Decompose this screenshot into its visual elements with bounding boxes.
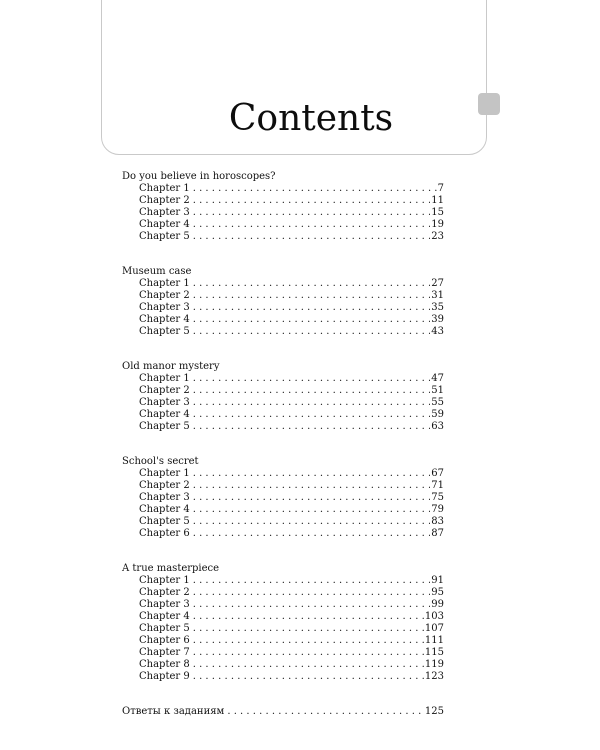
- chapter-label: Chapter 1: [139, 373, 190, 384]
- section-title[interactable]: School's secret: [122, 456, 199, 467]
- toc-entry[interactable]: [122, 195, 444, 207]
- page-number: 19: [431, 219, 444, 230]
- toc-entry[interactable]: [122, 659, 444, 671]
- dot-leader: [193, 575, 431, 587]
- chapter-label: Chapter 2: [139, 385, 190, 396]
- chapter-label: Chapter 8: [139, 659, 190, 670]
- chapter-label: Chapter 2: [139, 587, 190, 598]
- chapter-label: Chapter 6: [139, 635, 190, 646]
- chapter-label: Chapter 5: [139, 231, 190, 242]
- dot-leader: [193, 290, 431, 302]
- page-number: 83: [431, 516, 444, 527]
- toc-entry[interactable]: [122, 587, 444, 599]
- toc-entry[interactable]: [122, 231, 444, 243]
- chapter-label: Chapter 1: [139, 278, 190, 289]
- toc-entry[interactable]: [122, 492, 444, 504]
- table-of-contents: [122, 171, 444, 741]
- chapter-label: Chapter 5: [139, 421, 190, 432]
- toc-entry[interactable]: [122, 290, 444, 302]
- chapter-label: Chapter 6: [139, 528, 190, 539]
- dot-leader: [193, 504, 431, 516]
- toc-entry[interactable]: [122, 575, 444, 587]
- page-number: 103: [424, 611, 444, 622]
- page-number: 23: [431, 231, 444, 242]
- page-number: 47: [431, 373, 444, 384]
- dot-leader: [193, 373, 431, 385]
- toc-section: [122, 563, 444, 683]
- page-number: 63: [431, 421, 444, 432]
- page-number: 67: [431, 468, 444, 479]
- toc-section: [122, 266, 444, 338]
- toc-entry[interactable]: [122, 314, 444, 326]
- page-number: 119: [424, 659, 444, 670]
- chapter-label: Chapter 3: [139, 492, 190, 503]
- page-number: 107: [424, 623, 444, 634]
- dot-leader: [193, 516, 431, 528]
- chapter-label: Chapter 5: [139, 516, 190, 527]
- dot-leader: [193, 409, 431, 421]
- page-number: 51: [431, 385, 444, 396]
- toc-entry[interactable]: [122, 504, 444, 516]
- dot-leader: [227, 706, 424, 718]
- section-title[interactable]: A true masterpiece: [122, 563, 220, 574]
- chapter-label: Chapter 5: [139, 623, 190, 634]
- chapter-label: Chapter 4: [139, 314, 190, 325]
- page-number: 123: [424, 671, 444, 682]
- dot-leader: [193, 207, 431, 219]
- toc-entry[interactable]: [122, 219, 444, 231]
- toc-entry[interactable]: [122, 671, 444, 683]
- toc-entry[interactable]: [122, 480, 444, 492]
- dot-leader: [193, 397, 431, 409]
- page-number: 95: [431, 587, 444, 598]
- dot-leader: [193, 385, 431, 397]
- page-number: 75: [431, 492, 444, 503]
- page-number: 125: [424, 706, 444, 717]
- page-number: 99: [431, 599, 444, 610]
- toc-entry[interactable]: [122, 385, 444, 397]
- toc-section: [122, 361, 444, 433]
- dot-leader: [193, 587, 431, 599]
- dot-leader: [193, 671, 424, 683]
- chapter-label: Chapter 3: [139, 599, 190, 610]
- dot-leader: [193, 231, 431, 243]
- answers-label: Ответы к заданиям: [122, 706, 225, 717]
- page-number: 59: [431, 409, 444, 420]
- dot-leader: [193, 219, 431, 231]
- dot-leader: [193, 611, 424, 623]
- toc-section: [122, 171, 444, 243]
- page-number: 7: [437, 183, 444, 194]
- page-number: 27: [431, 278, 444, 289]
- dot-leader: [193, 659, 424, 671]
- chapter-label: Chapter 1: [139, 575, 190, 586]
- toc-entry[interactable]: [122, 207, 444, 219]
- page-title: Contents: [228, 98, 394, 139]
- chapter-label: Chapter 4: [139, 611, 190, 622]
- chapter-label: Chapter 2: [139, 195, 190, 206]
- chapter-label: Chapter 2: [139, 290, 190, 301]
- chapter-label: Chapter 4: [139, 219, 190, 230]
- chapter-label: Chapter 2: [139, 480, 190, 491]
- page-number: 55: [431, 397, 444, 408]
- toc-entry[interactable]: [122, 623, 444, 635]
- dot-leader: [193, 421, 431, 433]
- toc-entry-answers[interactable]: [122, 706, 444, 718]
- toc-entry[interactable]: [122, 397, 444, 409]
- chapter-label: Chapter 4: [139, 504, 190, 515]
- toc-entry[interactable]: [122, 468, 444, 480]
- toc-entry[interactable]: [122, 278, 444, 290]
- chapter-label: Chapter 3: [139, 397, 190, 408]
- dot-leader: [193, 480, 431, 492]
- dot-leader: [193, 195, 431, 207]
- page-number: 111: [424, 635, 444, 646]
- page-number: 71: [431, 480, 444, 491]
- dot-leader: [193, 302, 431, 314]
- page-number: 11: [431, 195, 444, 206]
- chapter-label: Chapter 1: [139, 183, 190, 194]
- dot-leader: [193, 183, 437, 195]
- toc-entry[interactable]: [122, 635, 444, 647]
- page-number: 31: [431, 290, 444, 301]
- dot-leader: [193, 647, 424, 659]
- dot-leader: [193, 326, 431, 338]
- toc-entry[interactable]: [122, 183, 444, 195]
- section-title[interactable]: Museum case: [122, 266, 192, 277]
- toc-entry[interactable]: [122, 373, 444, 385]
- page-number: 35: [431, 302, 444, 313]
- chapter-label: Chapter 7: [139, 647, 190, 658]
- dot-leader: [193, 528, 431, 540]
- chapter-label: Chapter 9: [139, 671, 190, 682]
- toc-entry[interactable]: [122, 528, 444, 540]
- page-number: 39: [431, 314, 444, 325]
- page-number: 15: [431, 207, 444, 218]
- chapter-label: Chapter 3: [139, 302, 190, 313]
- toc-entry[interactable]: [122, 409, 444, 421]
- toc-section-answers: [122, 706, 444, 718]
- dot-leader: [193, 599, 431, 611]
- chapter-label: Chapter 3: [139, 207, 190, 218]
- toc-entry[interactable]: [122, 326, 444, 338]
- dot-leader: [193, 278, 431, 290]
- page-number: 79: [431, 504, 444, 515]
- page-number: 91: [431, 575, 444, 586]
- dot-leader: [193, 635, 424, 647]
- toc-entry[interactable]: [122, 302, 444, 314]
- chapter-label: Chapter 4: [139, 409, 190, 420]
- section-title[interactable]: Do you believe in horoscopes?: [122, 171, 276, 182]
- page-number: 43: [431, 326, 444, 337]
- chapter-label: Chapter 5: [139, 326, 190, 337]
- dot-leader: [193, 468, 431, 480]
- toc-entry[interactable]: [122, 647, 444, 659]
- toc-entry[interactable]: [122, 611, 444, 623]
- toc-entry[interactable]: [122, 599, 444, 611]
- dot-leader: [193, 314, 431, 326]
- chapter-label: Chapter 1: [139, 468, 190, 479]
- page-number: 87: [431, 528, 444, 539]
- toc-entry[interactable]: [122, 421, 444, 433]
- dot-leader: [193, 492, 431, 504]
- section-title[interactable]: Old manor mystery: [122, 361, 220, 372]
- toc-entry[interactable]: [122, 516, 444, 528]
- dot-leader: [193, 623, 424, 635]
- toc-section: [122, 456, 444, 540]
- page-number: 115: [424, 647, 444, 658]
